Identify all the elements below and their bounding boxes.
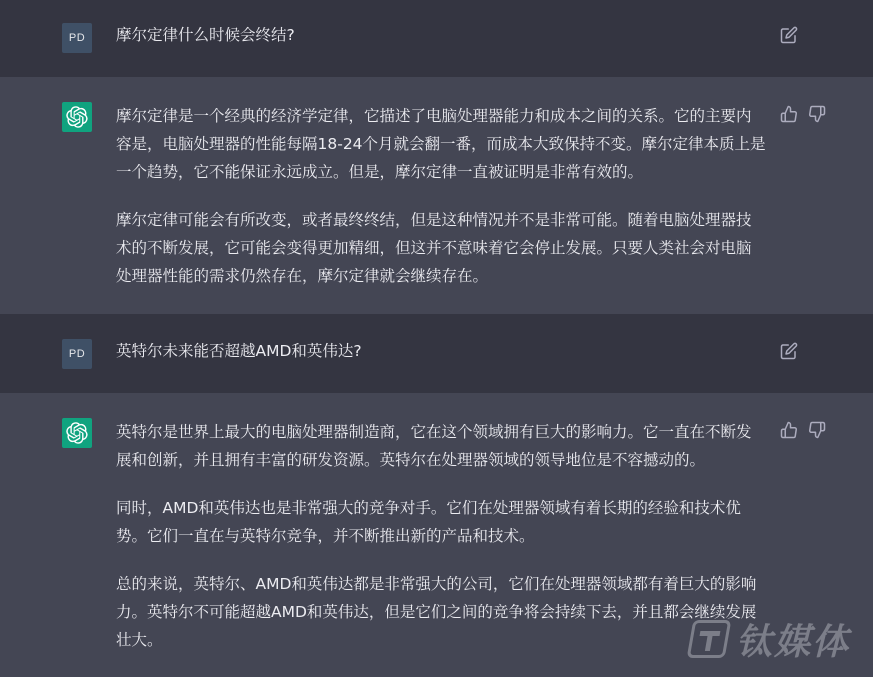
user-avatar [62,23,92,53]
user-question: 英特尔未来能否超越AMD和英伟达? [116,342,362,360]
edit-icon[interactable] [780,342,798,360]
thumbs-up-icon[interactable] [780,105,798,123]
user-avatar-label: PD [68,348,86,360]
watermark-logo-icon [687,620,732,658]
user-message-row [0,314,873,394]
watermark-text: 钛媒体 [736,621,851,663]
answer-paragraph: 摩尔定律是一个经典的经济学定律，它描述了电脑处理器能力和成本之间的关系。它的主要内容是，电脑处理器的性能每隔18-24个月就会翻一番，而成本大致保持不变。摩尔定律本质上是一个趋势，它不能保证永远成立。但是，摩尔定律一直被证明是非常有效的。 [116,107,766,181]
assistant-answer [116,102,766,290]
edit-icon[interactable] [780,26,798,44]
answer-paragraph: 总的来说，英特尔、AMD和英伟达都是非常强大的公司，它们在处理器领域都有着巨大的影响力。英特尔不可能超越AMD和英伟达，但是它们之间的竞争将会持续下去，并且都会继续发展壮大。 [116,575,757,649]
openai-logo-icon [62,418,92,448]
answer-paragraph: 同时，AMD和英伟达也是非常强大的竞争对手。它们在处理器领域有着长期的经验和技术优势。它们一直在与英特尔竞争，并不断推出新的产品和技术。 [116,499,741,545]
watermark [690,614,865,664]
assistant-message-row [0,77,873,314]
openai-logo-icon [62,102,92,132]
answer-paragraph: 摩尔定律可能会有所改变，或者最终终结，但是这种情况并不是非常可能。随着电脑处理器技术的不断发展，它可能会变得更加精细，但这并不意味着它会停止发展。只要人类社会对电脑处理器性能的需求仍然存在，摩尔定律就会继续存在。 [116,211,752,285]
thumbs-up-icon[interactable] [780,421,798,439]
thumbs-down-icon[interactable] [808,421,826,439]
user-avatar-label: PD [68,32,86,44]
answer-paragraph: 英特尔是世界上最大的电脑处理器制造商，它在这个领域拥有巨大的影响力。它一直在不断发展和创新，并且拥有丰富的研发资源。英特尔在处理器领域的领导地位是不容撼动的。 [116,423,752,469]
user-avatar [62,339,92,369]
thumbs-down-icon[interactable] [808,105,826,123]
user-question: 摩尔定律什么时候会终结? [116,26,295,44]
assistant-answer [116,418,766,654]
user-message-row [0,0,873,78]
